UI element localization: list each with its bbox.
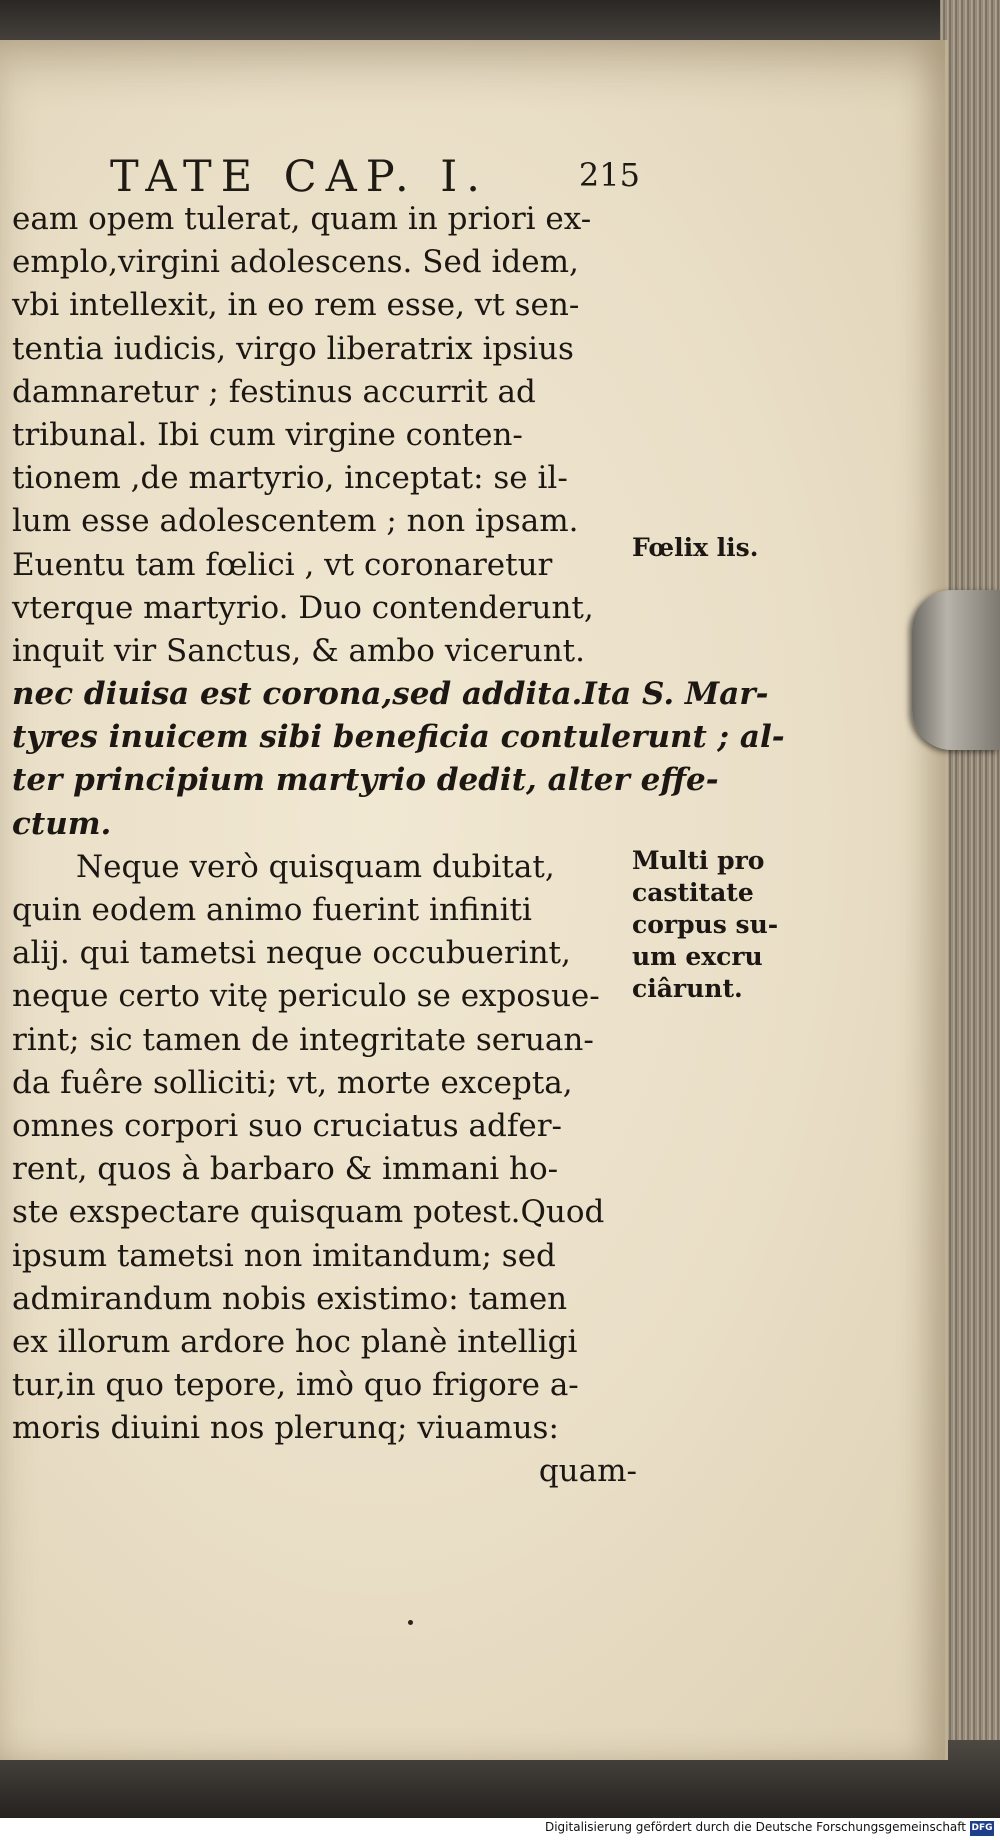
text-line: ex illorum ardore hoc planè intelligi	[12, 1323, 578, 1360]
footer-credit: Digitalisierung gefördert durch die Deutsche Forschungsgemeinschaft	[544, 1820, 966, 1834]
text-line: da fuêre solliciti; vt, morte excepta,	[12, 1064, 573, 1101]
ink-speck	[408, 1620, 413, 1625]
page-header	[110, 152, 640, 202]
text-line: lum esse adolescentem ; non ipsam.	[12, 503, 579, 540]
text-line: emplo,virgini adolescens. Sed idem,	[12, 244, 579, 281]
text-line: vterque martyrio. Duo contenderunt,	[12, 589, 594, 626]
text-line: omnes corpori suo cruciatus adfer-	[12, 1107, 562, 1144]
text-line: tribunal. Ibi cum virgine conten-	[12, 416, 523, 453]
text-line: alij. qui tametsi neque occubuerint,	[12, 935, 571, 972]
text-line: rint; sic tamen de integritate seruan-	[12, 1021, 594, 1058]
text-line: quin eodem animo fuerint infiniti	[12, 892, 532, 928]
text-line: ctum.	[12, 805, 112, 842]
text-line: neque certo vitę periculo se exposue-	[12, 978, 600, 1015]
footer-bar	[0, 1818, 1000, 1840]
text-line: ste exspectare quisquam potest.Quod	[12, 1194, 605, 1231]
text-line: tyres inuicem sibi beneficia contulerunt ; al-	[12, 719, 785, 756]
text-line: tur,in quo tepore, imò quo frigore a-	[12, 1367, 579, 1404]
text-line: Neque verò quisquam dubitat,	[76, 848, 555, 885]
text-line: ipsum tametsi non imitandum; sed	[12, 1237, 556, 1274]
book-clasp	[912, 590, 1000, 750]
text-line: ter principium martyrio dedit, alter effe-	[12, 762, 719, 799]
running-head: TATE CAP. I.	[110, 152, 489, 202]
text-line: rent, quos à barbaro & immani ho-	[12, 1151, 559, 1188]
text-line: inquit vir Sanctus, & ambo vicerunt.	[12, 632, 585, 669]
margin-note-line: Fœlix lis.	[632, 533, 759, 562]
text-line: eam opem tulerat, quam in priori ex-	[12, 201, 592, 237]
text-line: tentia iudicis, virgo liberatrix ipsius	[12, 330, 574, 367]
text-line: nec diuisa est corona,sed addita.Ita S. Mar-	[12, 676, 769, 713]
text-line: quam-	[538, 1453, 637, 1490]
book-fore-edge	[940, 0, 1000, 1840]
text-line: tionem ,de martyrio, inceptat: se il-	[12, 460, 568, 497]
margin-note-line: Multi pro	[632, 846, 765, 875]
margin-note-line: ciârunt.	[632, 974, 743, 1003]
text-line: vbi intellexit, in eo rem esse, vt sen-	[12, 287, 580, 324]
margin-note-multi-pro-castitate	[632, 845, 802, 1005]
page-number: 215	[578, 156, 640, 194]
text-line: Euentu tam fœlici , vt coronaretur	[12, 546, 553, 583]
text-line: admirandum nobis existimo: tamen	[12, 1280, 568, 1317]
text-line: moris diuini nos plerunq; viuamus:	[12, 1410, 559, 1447]
margin-note-line: corpus su-	[632, 910, 779, 939]
margin-note-line: castitate	[632, 878, 754, 907]
margin-note-foelix-lis	[632, 532, 802, 564]
text-line: damnaretur ; festinus accurrit ad	[12, 373, 536, 410]
dfg-logo: DFG	[970, 1821, 994, 1836]
margin-note-line: um excru	[632, 942, 763, 971]
